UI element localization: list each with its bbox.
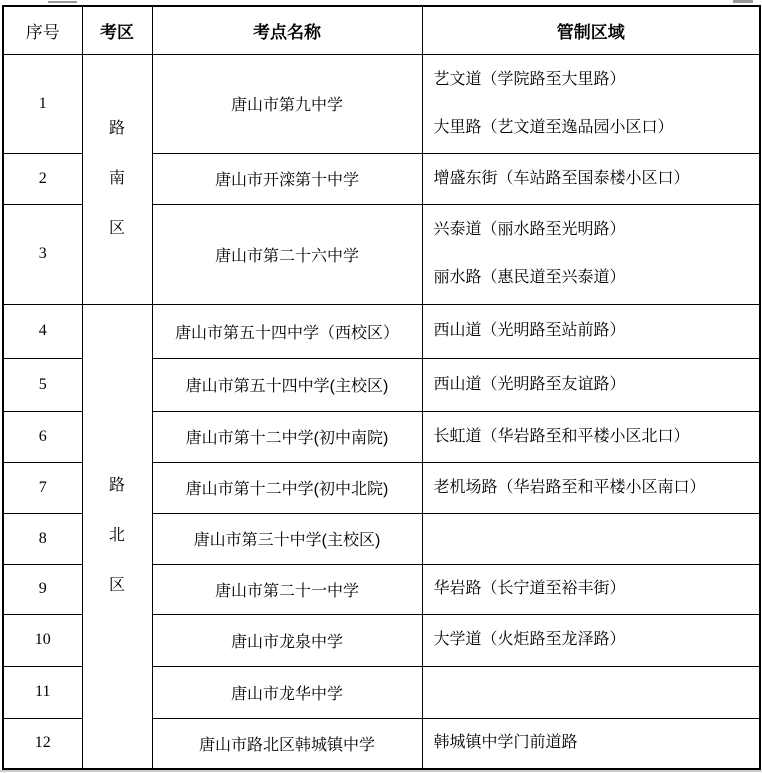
control-areas-table	[2, 5, 761, 770]
region-label-lubei: 路 北 区	[108, 477, 125, 595]
row-no: 6	[3, 411, 82, 462]
row-no: 9	[3, 564, 82, 614]
control-area-cell	[422, 718, 760, 769]
exam-site-name: 唐山市第五十四中学（西校区）	[152, 304, 422, 358]
control-area-cell	[422, 54, 760, 153]
exam-site-name: 唐山市路北区韩城镇中学	[152, 718, 422, 769]
control-area-cell	[422, 614, 760, 666]
region-cell-lunan	[82, 54, 152, 304]
control-area-line: 长虹道（华岩路至和平楼小区北口）	[433, 427, 690, 445]
row-no: 5	[3, 358, 82, 411]
exam-site-name: 唐山市第二十六中学	[152, 204, 422, 304]
region-label-lunan: 路 南 区	[108, 120, 125, 237]
control-area-cell	[422, 358, 760, 411]
control-area-cell	[422, 304, 760, 358]
row-no: 2	[3, 153, 82, 204]
exam-site-name: 唐山市开滦第十中学	[152, 153, 422, 204]
control-area-line: 丽水路（惠民道至兴泰道）	[433, 269, 626, 286]
row-no: 3	[3, 204, 82, 304]
control-area-line: 韩城镇中学门前道路	[433, 734, 578, 752]
control-area-line: 艺文道（学院路至大里路）	[433, 70, 626, 88]
row-no: 8	[3, 513, 82, 564]
region-cell-lubei	[82, 304, 152, 769]
exam-site-name: 唐山市第二十一中学	[152, 564, 422, 614]
exam-site-name: 唐山市第五十四中学(主校区)	[152, 358, 422, 411]
control-area-line: 西山道（光明路至站前路）	[433, 322, 626, 339]
screenshot-artifact-tick-right	[733, 0, 753, 3]
exam-site-name: 唐山市第九中学	[152, 54, 422, 153]
header-name: 考点名称	[152, 6, 422, 54]
control-area-cell-empty	[422, 513, 760, 564]
screenshot-artifact-tick-left	[48, 1, 77, 3]
row-no: 7	[3, 462, 82, 513]
header-no: 序号	[3, 6, 82, 54]
exam-site-name: 唐山市第三十中学(主校区)	[152, 513, 422, 564]
control-area-line: 兴泰道（丽水路至光明路）	[433, 221, 626, 238]
exam-site-name: 唐山市第十二中学(初中南院)	[152, 411, 422, 462]
control-area-cell	[422, 153, 760, 204]
control-area-line: 老机场路（华岩路至和平楼小区南口）	[433, 478, 706, 496]
control-area-line: 西山道（光明路至友谊路）	[433, 375, 626, 393]
exam-site-name: 唐山市第十二中学(初中北院)	[152, 462, 422, 513]
control-area-cell	[422, 564, 760, 614]
header-region: 考区	[82, 6, 152, 54]
control-area-cell	[422, 411, 760, 462]
control-area-cell	[422, 204, 760, 304]
header-area: 管制区域	[422, 6, 760, 54]
row-no: 10	[3, 614, 82, 666]
control-area-line: 华岩路（长宁道至裕丰街）	[433, 580, 626, 597]
control-area-cell-empty	[422, 666, 760, 718]
control-area-line: 大学道（火炬路至龙泽路）	[433, 631, 626, 648]
exam-site-name: 唐山市龙华中学	[152, 666, 422, 718]
exam-site-name: 唐山市龙泉中学	[152, 614, 422, 666]
table-header-row	[3, 6, 760, 54]
control-area-cell	[422, 462, 760, 513]
control-area-line: 增盛东街（车站路至国泰楼小区口）	[433, 169, 690, 187]
table-row	[3, 54, 760, 153]
table-row	[3, 304, 760, 358]
row-no: 11	[3, 666, 82, 718]
row-no: 4	[3, 304, 82, 358]
control-area-line: 大里路（艺文道至逸品园小区口）	[433, 118, 674, 136]
row-no: 1	[3, 54, 82, 153]
row-no: 12	[3, 718, 82, 769]
page-bottom-edge-line	[0, 770, 762, 772]
